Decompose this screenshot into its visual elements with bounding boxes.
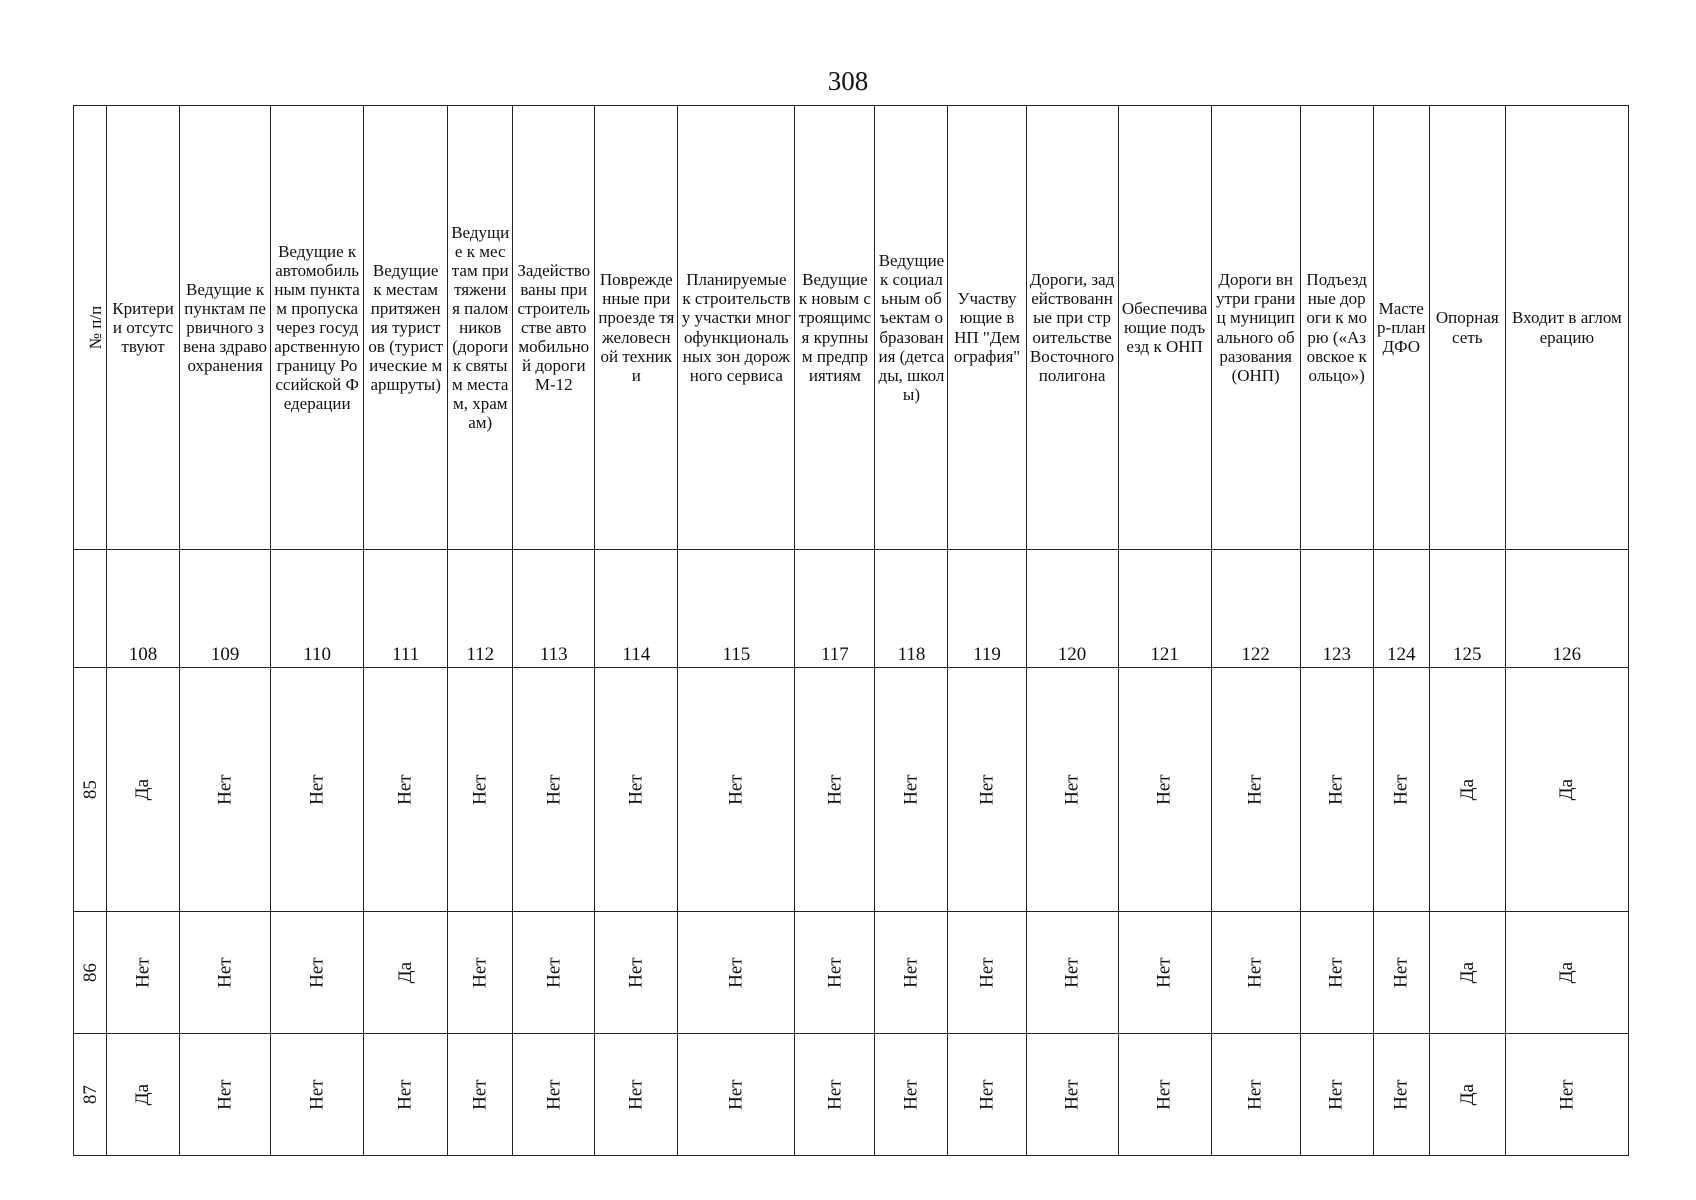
header-cell: Планируемые к строительству участки многофункциональных зон дорожного сервиса — [678, 106, 795, 550]
header-cell: Дороги, задействованные при строительстве Восточного полигона — [1026, 106, 1118, 550]
column-number-cell: 126 — [1505, 550, 1628, 668]
value-cell: Да — [1429, 668, 1505, 912]
value-cell: Нет — [795, 912, 875, 1034]
value-cell: Нет — [448, 668, 513, 912]
value-cell: Нет — [1211, 1034, 1300, 1156]
value-cell: Нет — [513, 1034, 595, 1156]
value-cell: Нет — [1118, 668, 1211, 912]
value-cell: Нет — [875, 1034, 948, 1156]
value-cell: Да — [107, 668, 180, 912]
value-cell: Нет — [678, 1034, 795, 1156]
column-number-cell: 118 — [875, 550, 948, 668]
value-cell: Нет — [364, 1034, 448, 1156]
value-cell: Нет — [1373, 912, 1429, 1034]
column-number-cell: 121 — [1118, 550, 1211, 668]
column-number-cell: 122 — [1211, 550, 1300, 668]
value-cell: Нет — [948, 1034, 1026, 1156]
header-cell: Ведущие к социальным объектам образования (детсады, школы) — [875, 106, 948, 550]
value-cell: Да — [1429, 912, 1505, 1034]
header-cell: Участвующие в НП "Демография" — [948, 106, 1026, 550]
value-cell: Нет — [1118, 912, 1211, 1034]
table-row — [74, 912, 1629, 1034]
value-cell: Да — [1505, 912, 1628, 1034]
header-cell: Ведущие к пунктам первичного звена здравоохранения — [180, 106, 271, 550]
value-cell: Нет — [1300, 912, 1373, 1034]
value-cell: Нет — [180, 912, 271, 1034]
column-number-cell: 123 — [1300, 550, 1373, 668]
row-number-cell: 87 — [74, 1034, 107, 1156]
row-number-cell: 86 — [74, 912, 107, 1034]
column-number-cell: 114 — [595, 550, 678, 668]
value-cell: Нет — [107, 912, 180, 1034]
header-cell: Ведущие к новым строящимся крупным предприятиям — [795, 106, 875, 550]
value-cell: Нет — [271, 1034, 364, 1156]
column-number-cell: 110 — [271, 550, 364, 668]
header-cell: Поврежденные при проезде тяжеловесной техники — [595, 106, 678, 550]
header-cell-index: № п/п — [74, 106, 107, 550]
value-cell: Нет — [1211, 668, 1300, 912]
value-cell: Нет — [595, 912, 678, 1034]
value-cell: Нет — [595, 1034, 678, 1156]
column-number-cell: 109 — [180, 550, 271, 668]
header-cell: Обеспечивающие подъезд к ОНП — [1118, 106, 1211, 550]
value-cell: Нет — [678, 668, 795, 912]
value-cell: Нет — [1026, 912, 1118, 1034]
header-cell: Критерии отсутствуют — [107, 106, 180, 550]
header-cell: Мастер-план ДФО — [1373, 106, 1429, 550]
header-cell: Ведущие к местам притяжения туристов (туристические маршруты) — [364, 106, 448, 550]
column-number-cell: 115 — [678, 550, 795, 668]
column-number-cell: 120 — [1026, 550, 1118, 668]
header-cell: Ведущие к автомобильным пунктам пропуска через государственную границу Российской Федерации — [271, 106, 364, 550]
value-cell: Нет — [180, 668, 271, 912]
value-cell: Нет — [1373, 668, 1429, 912]
column-number-cell: 112 — [448, 550, 513, 668]
column-number-row — [74, 550, 1629, 668]
value-cell: Нет — [513, 912, 595, 1034]
value-cell: Нет — [948, 668, 1026, 912]
value-cell: Нет — [364, 668, 448, 912]
value-cell: Нет — [1026, 668, 1118, 912]
value-cell: Нет — [678, 912, 795, 1034]
value-cell: Нет — [180, 1034, 271, 1156]
value-cell: Да — [107, 1034, 180, 1156]
row-number-cell: 85 — [74, 668, 107, 912]
value-cell: Нет — [513, 668, 595, 912]
column-number-cell: 124 — [1373, 550, 1429, 668]
column-number-cell: 117 — [795, 550, 875, 668]
header-cell: Дороги внутри границ муниципального образования (ОНП) — [1211, 106, 1300, 550]
header-cell: Входит в агломерацию — [1505, 106, 1628, 550]
value-cell: Нет — [1211, 912, 1300, 1034]
table-row — [74, 668, 1629, 912]
criteria-table — [73, 105, 1629, 1156]
value-cell: Нет — [948, 912, 1026, 1034]
column-number-cell — [74, 550, 107, 668]
column-number-cell: 111 — [364, 550, 448, 668]
value-cell: Нет — [448, 1034, 513, 1156]
column-number-cell: 125 — [1429, 550, 1505, 668]
header-cell: Опорная сеть — [1429, 106, 1505, 550]
value-cell: Да — [1429, 1034, 1505, 1156]
column-number-cell: 108 — [107, 550, 180, 668]
value-cell: Нет — [271, 912, 364, 1034]
value-cell: Нет — [1505, 1034, 1628, 1156]
header-row — [74, 106, 1629, 550]
column-number-cell: 113 — [513, 550, 595, 668]
header-cell: Задействованы при строительстве автомобильной дороги М-12 — [513, 106, 595, 550]
table-row — [74, 1034, 1629, 1156]
page-number: 308 — [827, 66, 869, 96]
value-cell: Нет — [875, 668, 948, 912]
value-cell: Нет — [1373, 1034, 1429, 1156]
value-cell: Нет — [595, 668, 678, 912]
value-cell: Нет — [1026, 1034, 1118, 1156]
header-cell: Подъездные дороги к морю («Азовское кольцо») — [1300, 106, 1373, 550]
header-cell: Ведущие к местам притяжения паломников (дороги к святым местам, храмам) — [448, 106, 513, 550]
value-cell: Нет — [1300, 668, 1373, 912]
column-number-cell: 119 — [948, 550, 1026, 668]
value-cell: Нет — [1118, 1034, 1211, 1156]
value-cell: Нет — [271, 668, 364, 912]
value-cell: Нет — [875, 912, 948, 1034]
value-cell: Да — [364, 912, 448, 1034]
value-cell: Нет — [795, 668, 875, 912]
value-cell: Нет — [1300, 1034, 1373, 1156]
value-cell: Нет — [448, 912, 513, 1034]
value-cell: Да — [1505, 668, 1628, 912]
value-cell: Нет — [795, 1034, 875, 1156]
